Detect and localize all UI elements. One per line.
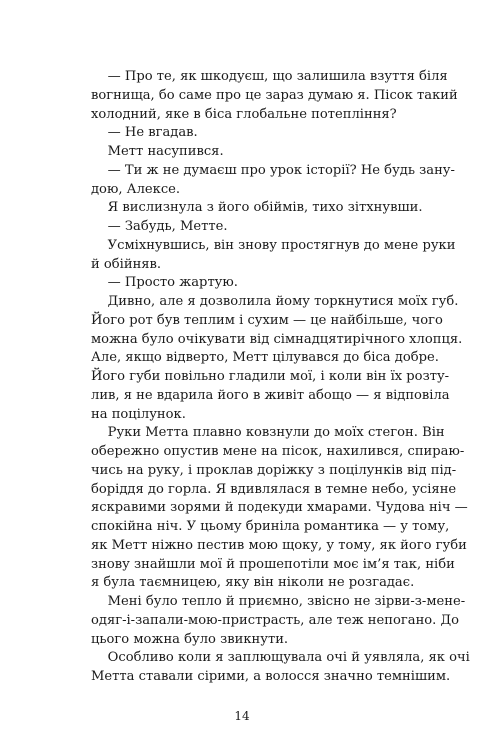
text-line: як Метт ніжно пестив мою щоку, у тому, як його губи xyxy=(91,537,467,553)
page-number: 14 xyxy=(234,709,250,723)
text-line: обережно опустив мене на пісок, нахилився, спираю- xyxy=(91,444,465,459)
text-line: Руки Метта плавно ковзнули до моїх стегон. Він xyxy=(91,425,445,441)
text-line: знову знайшли мої й прошепотіли моє ім’я так, ніби xyxy=(91,556,455,572)
body-text xyxy=(91,68,470,687)
text-line: Метта ставали сірими, а волосся значно темнішим. xyxy=(91,669,451,684)
text-line: дою, Алексе. xyxy=(91,181,181,197)
text-line: одяг-і-запали-мою-пристрасть, але теж непогано. До xyxy=(91,612,460,628)
text-line: Особливо коли я заплющувала очі й уявляла, як очі xyxy=(91,650,470,666)
text-line: — Ти ж не думаєш про урок історії? Не будь зану- xyxy=(91,162,455,178)
text-line: — Просто жартую. xyxy=(91,275,238,291)
text-line: лив, я не вдарила його в живіт абощо — я відповіла xyxy=(91,387,450,403)
text-line: боріддя до горла. Я вдивлялася в темне небо, усіяне xyxy=(91,481,457,497)
text-line: Я вислизнула з його обіймів, тихо зітхнувши. xyxy=(91,200,423,216)
text-line: яскравими зорями й подекуди хмарами. Чудова ніч — xyxy=(91,500,468,516)
text-line: Дивно, але я дозволила йому торкнутися моїх губ. xyxy=(91,294,459,309)
text-line: я була таємницею, яку він ніколи не розгадає. xyxy=(91,575,415,591)
text-line: на поцілунок. xyxy=(91,406,186,422)
text-line: Усміхнувшись, він знову простягнув до мене руки xyxy=(91,237,456,253)
text-line: Метт насупився. xyxy=(91,144,224,159)
text-line: чись на руку, і проклав доріжку з поцілунків від під- xyxy=(91,462,457,478)
text-line: Мені було тепло й приємно, звісно не зірви-з-мене- xyxy=(91,594,466,609)
text-line: можна було очікувати від сімнадцятирічного хлопця. xyxy=(91,331,463,347)
text-line: й обійняв. xyxy=(91,256,162,272)
text-line: — Не вгадав. xyxy=(91,125,198,141)
text-line: вогнища, бо саме про це зараз думаю я. Пісок такий xyxy=(91,87,458,103)
text-line: — Про те, як шкодуєш, що залишила взуття біля xyxy=(91,69,448,84)
text-line: спокійна ніч. У цьому бриніла романтика — у тому, xyxy=(91,519,450,534)
text-line: — Забудь, Метте. xyxy=(91,219,228,234)
text-line: холодний, яке в біса глобальне потепління? xyxy=(91,106,397,122)
text-line: цього можна було звикнути. xyxy=(91,631,289,647)
text-line: Його губи повільно гладили мої, і коли він їх розту- xyxy=(91,369,450,384)
text-line: Але, якщо відверто, Метт цілувався до біса добре. xyxy=(91,350,439,366)
text-line: Його рот був теплим і сухим — це найбільше, чого xyxy=(91,312,443,328)
